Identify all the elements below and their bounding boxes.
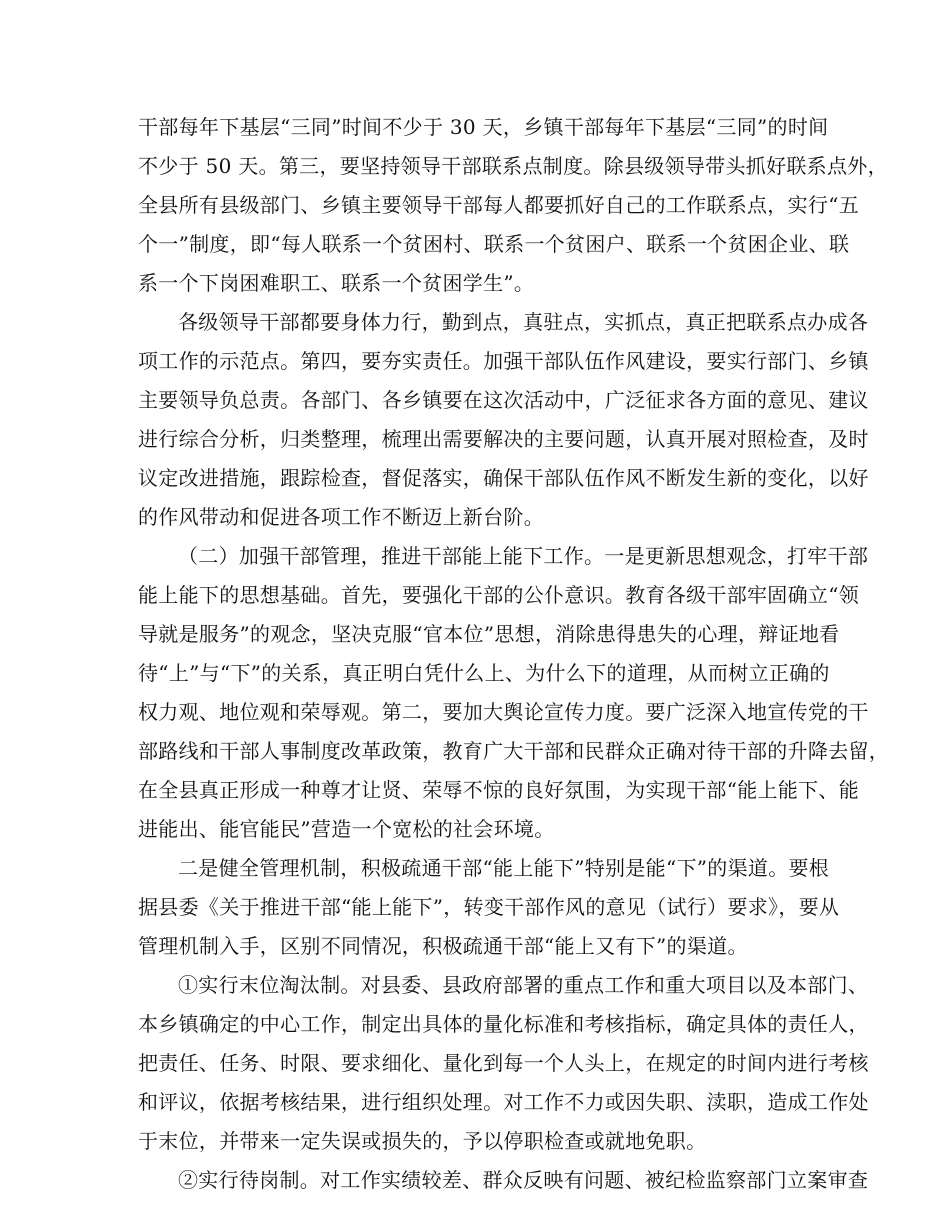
text-line: 全县所有县级部门、乡镇主要领导干部每人都要抓好自己的工作联系点，实行“五 bbox=[138, 193, 860, 217]
text-line: 进能出、能官能民”营造一个宽松的社会环境。 bbox=[138, 817, 555, 841]
text-line: 二是健全管理机制，积极疏通干部“能上能下”特别是能“下”的渠道。要根 bbox=[178, 856, 830, 880]
text-line: 权力观、地位观和荣辱观。第二，要加大舆论宣传力度。要广泛深入地宣传党的干 bbox=[138, 700, 869, 724]
text-line: 个一”制度，即“每人联系一个贫困村、联系一个贫困户、联系一个贫困企业、联 bbox=[138, 232, 850, 256]
text-line: 本乡镇确定的中心工作，制定出具体的量化标准和考核指标，确定具体的责任人， bbox=[138, 1012, 869, 1036]
text-line: 于末位，并带来一定失误或损失的，予以停职检查或就地免职。 bbox=[138, 1129, 707, 1153]
text-line: 部路线和干部人事制度改革政策，教育广大干部和民群众正确对待干部的升降去留， bbox=[138, 739, 890, 763]
text-line: ①实行末位淘汰制。对县委、县政府部署的重点工作和重大项目以及本部门、 bbox=[178, 973, 869, 997]
text-line: 能上能下的思想基础。首先，要强化干部的公仆意识。教育各级干部牢固确立“领 bbox=[138, 583, 860, 607]
text-line: ②实行待岗制。对工作实绩较差、群众反映有问题、被纪检监察部门立案审查 bbox=[178, 1168, 869, 1192]
text-line: 干部每年下基层“三同”时间不少于 30 天，乡镇干部每年下基层“三同”的时间 bbox=[138, 115, 829, 139]
text-line: 在全县真正形成一种尊才让贤、荣辱不惊的良好氛围，为实现干部“能上能下、能 bbox=[138, 778, 860, 802]
text-line: 和评议，依据考核结果，进行组织处理。对工作不力或因失职、渎职，造成工作处 bbox=[138, 1090, 869, 1114]
text-line: 不少于 50 天。第三，要坚持领导干部联系点制度。除县级领导带头抓好联系点外， bbox=[138, 154, 888, 178]
text-line: 进行综合分析，归类整理，梳理出需要解决的主要问题，认真开展对照检查，及时 bbox=[138, 427, 869, 451]
text-line: 把责任、任务、时限、要求细化、量化到每一个人头上，在规定的时间内进行考核 bbox=[138, 1051, 869, 1075]
text-line: 据县委《关于推进干部“能上能下”，转变干部作风的意见（试行）要求》，要从 bbox=[138, 895, 840, 919]
text-line: 待“上”与“下”的关系，真正明白凭什么上、为什么下的道理，从而树立正确的 bbox=[138, 661, 830, 685]
text-line: 系一个下岗困难职工、联系一个贫困学生”。 bbox=[138, 271, 535, 295]
text-line: 的作风带动和促进各项工作不断迈上新台阶。 bbox=[138, 505, 544, 529]
text-line: 议定改进措施，跟踪检查，督促落实，确保干部队伍作风不断发生新的变化，以好 bbox=[138, 466, 869, 490]
text-line: 导就是服务”的观念，坚决克服“官本位”思想，消除患得患失的心理，辩证地看 bbox=[138, 622, 840, 646]
text-line: 主要领导负总责。各部门、各乡镇要在这次活动中，广泛征求各方面的意见、建议 bbox=[138, 388, 869, 412]
text-line: 各级领导干部都要身体力行，勤到点，真驻点，实抓点，真正把联系点办成各 bbox=[178, 310, 869, 334]
text-line: 项工作的示范点。第四，要夯实责任。加强干部队伍作风建设，要实行部门、乡镇 bbox=[138, 349, 869, 373]
text-line: （二）加强干部管理，推进干部能上能下工作。一是更新思想观念，打牢干部 bbox=[178, 544, 869, 568]
text-line: 管理机制入手，区别不同情况，积极疏通干部“能上又有下”的渠道。 bbox=[138, 934, 748, 958]
